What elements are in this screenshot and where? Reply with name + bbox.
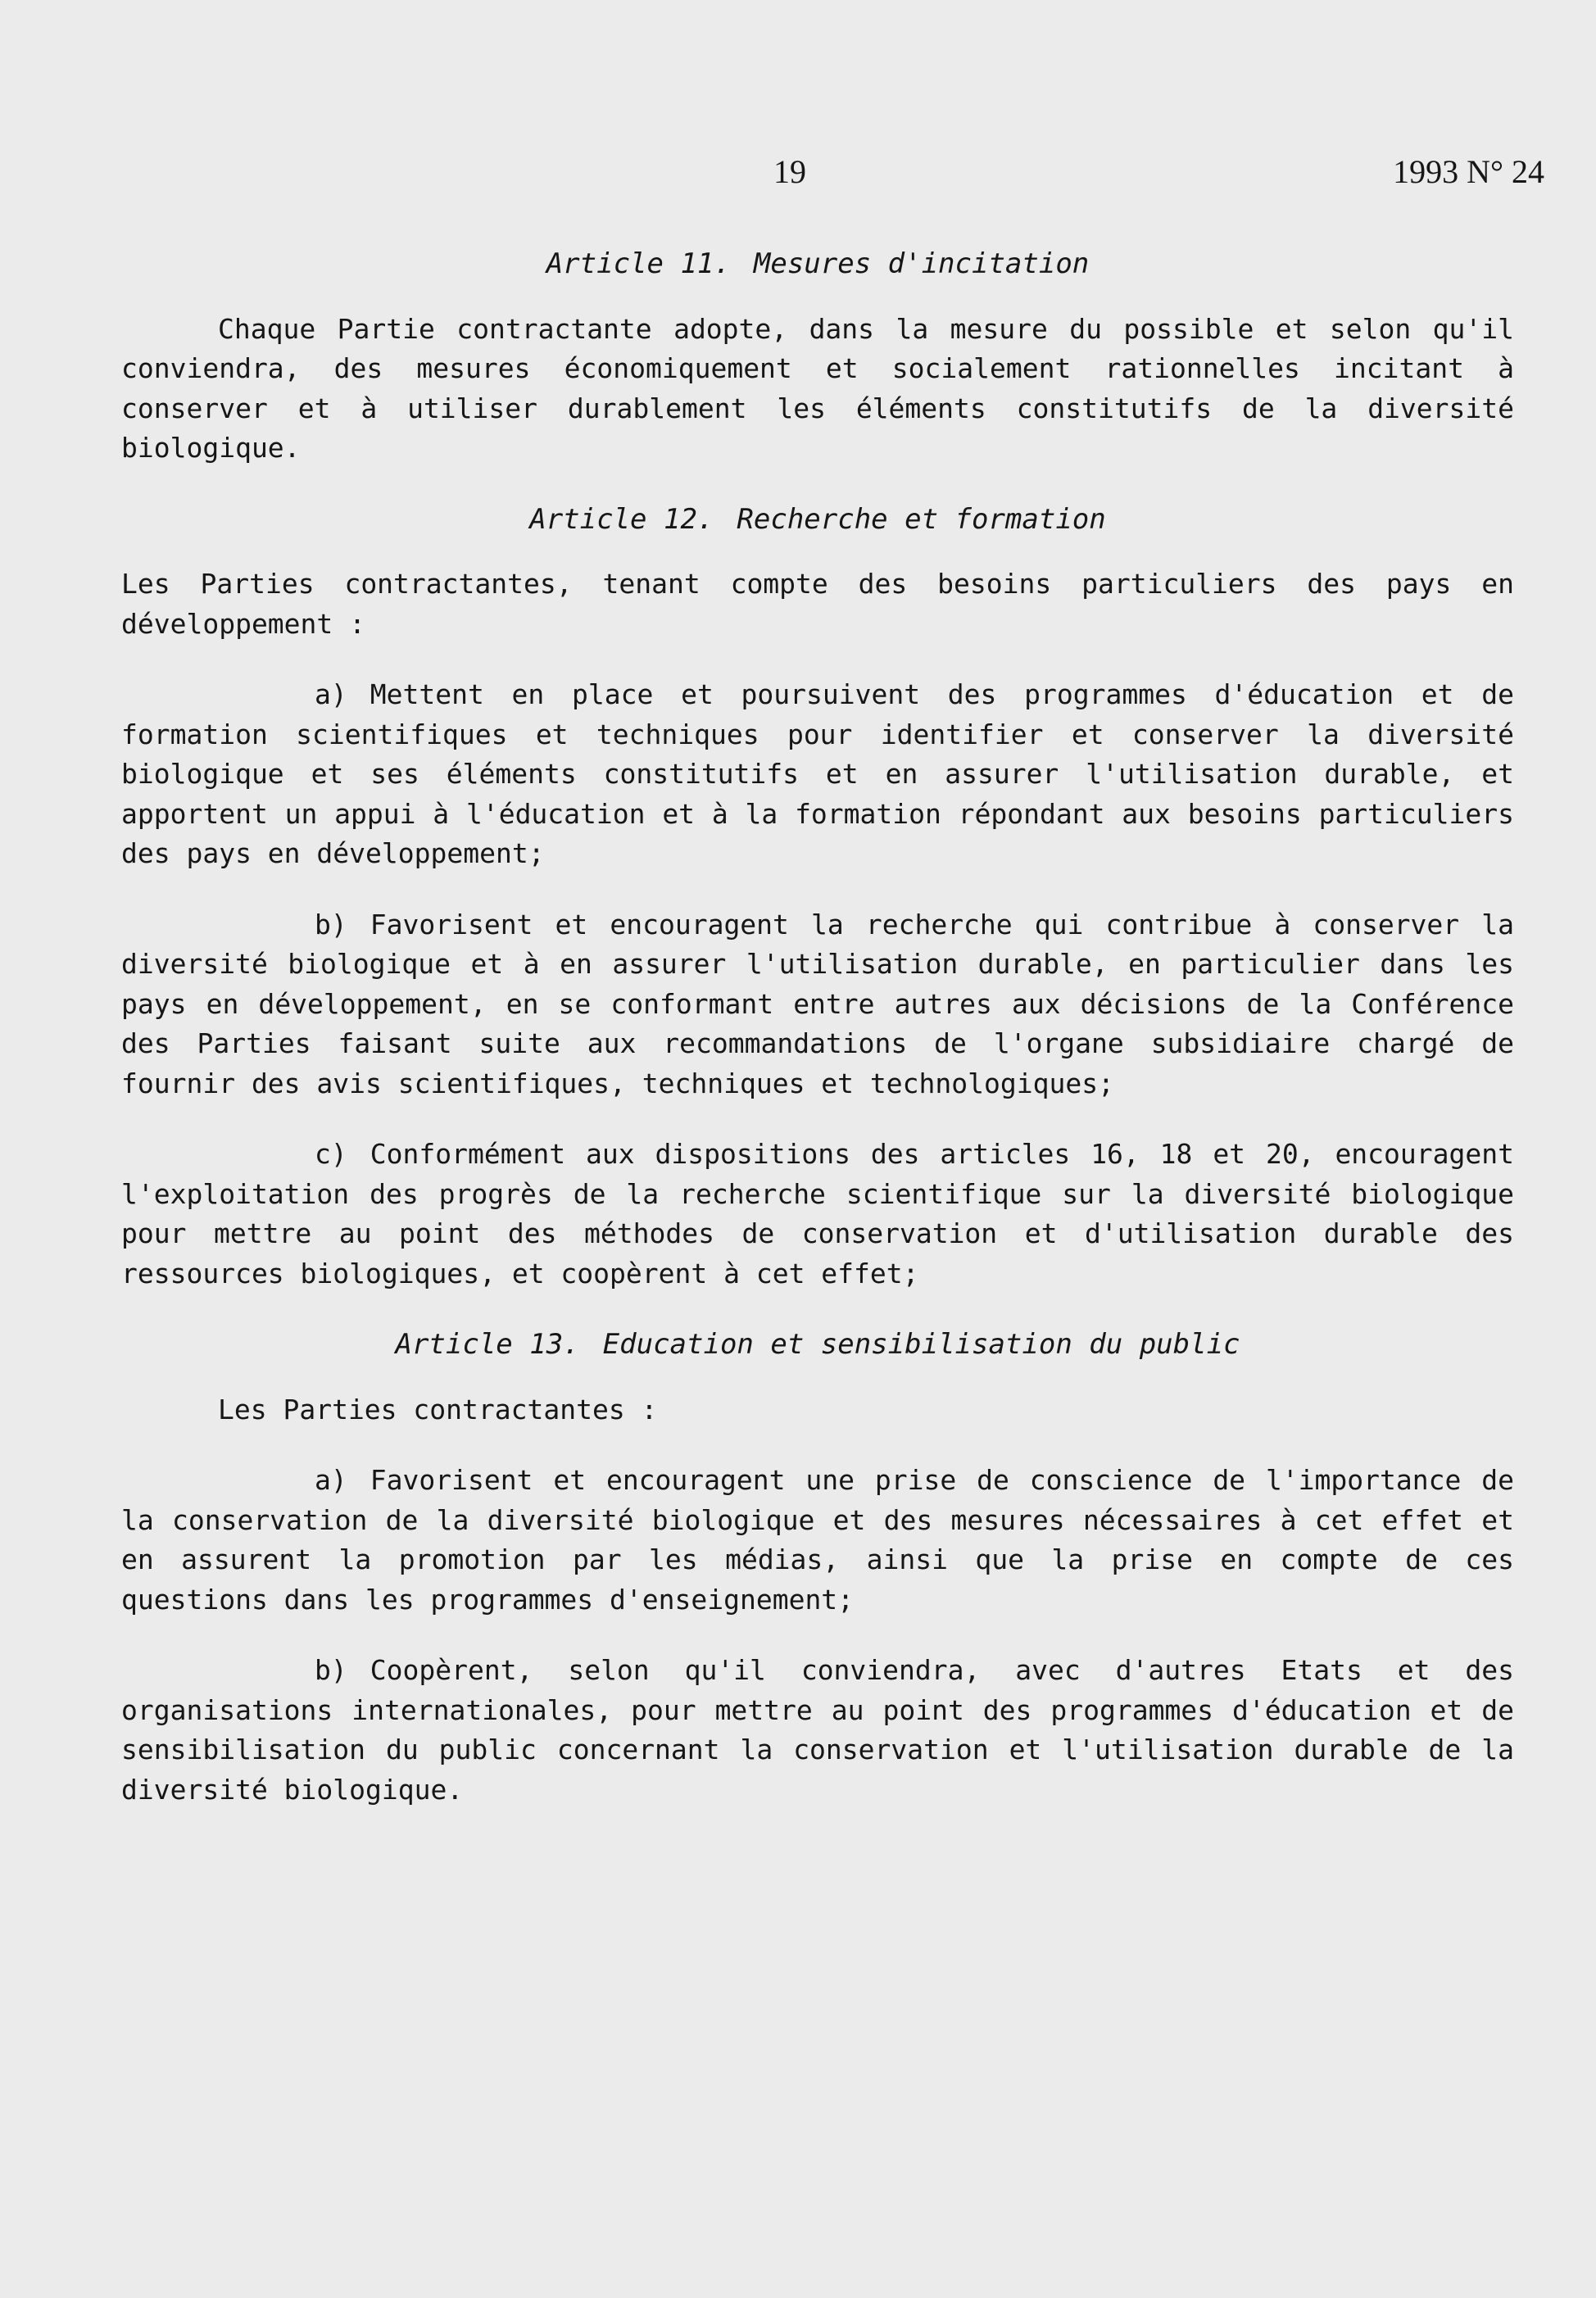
article-intro: Les Parties contractantes : [218,1393,658,1425]
page-header [0,152,1596,202]
document-reference: 1993 N° 24 [1393,153,1544,190]
item-text: Favorisent et encouragent la recherche qui contribue à conserver la diversité biologique et à en assurer l'utilisation durable, en particulier dans les pays en développement, en se conformant entre autres aux décisions de la Conférence des Parties faisant suite aux recommandations de l'organe subsidiaire chargé de fournir des avis scientifiques, techniques et technologiques; [121,908,1514,1099]
article-item [121,1135,1514,1294]
article-number: Article 12. [529,502,714,536]
item-label: c) [315,1138,347,1170]
item-text: Conformément aux dispositions des articles 16, 18 et 20, encouragent l'exploitation des progrès de la recherche scientifique sur la diversité biologique pour mettre au point des méthodes de conservation et d'utilisation durable des ressources biologiques, et coopèrent à cet effet; [121,1138,1514,1290]
article-number: Article 11. [546,247,731,280]
document-body [121,244,1514,1841]
article-item [121,1461,1514,1620]
page-number: 19 [773,153,806,190]
article-item [121,905,1514,1104]
item-text: Favorisent et encouragent une prise de conscience de l'importance de la conservation de la diversité biologique et des mesures nécessaires à cet effet et en assurent la promotion par les médias, ainsi que la prise en compte de ces questions dans les programmes d'enseignement; [121,1464,1514,1616]
article-heading [121,500,1514,540]
item-label: a) [315,1464,347,1496]
article-13 [121,1325,1514,1810]
article-title: Mesures d'incitation [753,247,1090,280]
article-item [121,675,1514,874]
item-label: b) [315,1654,347,1686]
article-11 [121,244,1514,469]
article-heading [121,244,1514,284]
item-text: Coopèrent, selon qu'il conviendra, avec d'autres Etats et des organisations internationales, pour mettre au point des programmes d'éducation et de sensibilisation du public concernant la conservation et l'utilisation durable de la diversité biologique. [121,1654,1514,1806]
article-paragraph: Chaque Partie contractante adopte, dans la mesure du possible et selon qu'il conviendra, des mesures économiquement et socialement rationnelles incitant à conserver et à utiliser durablement les éléments constitutifs de la diversité biologique. [121,312,1514,464]
item-text: Mettent en place et poursuivent des programmes d'éducation et de formation scientifiques et techniques pour identifier et conserver la diversité biologique et ses éléments constitutifs et en assurer l'utilisation durable, et apportent un appui à l'éducation et à la formation répondant aux besoins particuliers des pays en développement; [121,678,1514,869]
item-label: b) [315,908,347,941]
article-12 [121,500,1514,1294]
article-item [121,1651,1514,1810]
article-intro: Les Parties contractantes, tenant compte des besoins particuliers des pays en développement : [121,568,1514,640]
article-number: Article 13. [395,1328,580,1361]
article-heading [121,1325,1514,1365]
article-title: Recherche et formation [737,502,1106,536]
article-title: Education et sensibilisation du public [602,1328,1240,1361]
item-label: a) [315,678,347,710]
